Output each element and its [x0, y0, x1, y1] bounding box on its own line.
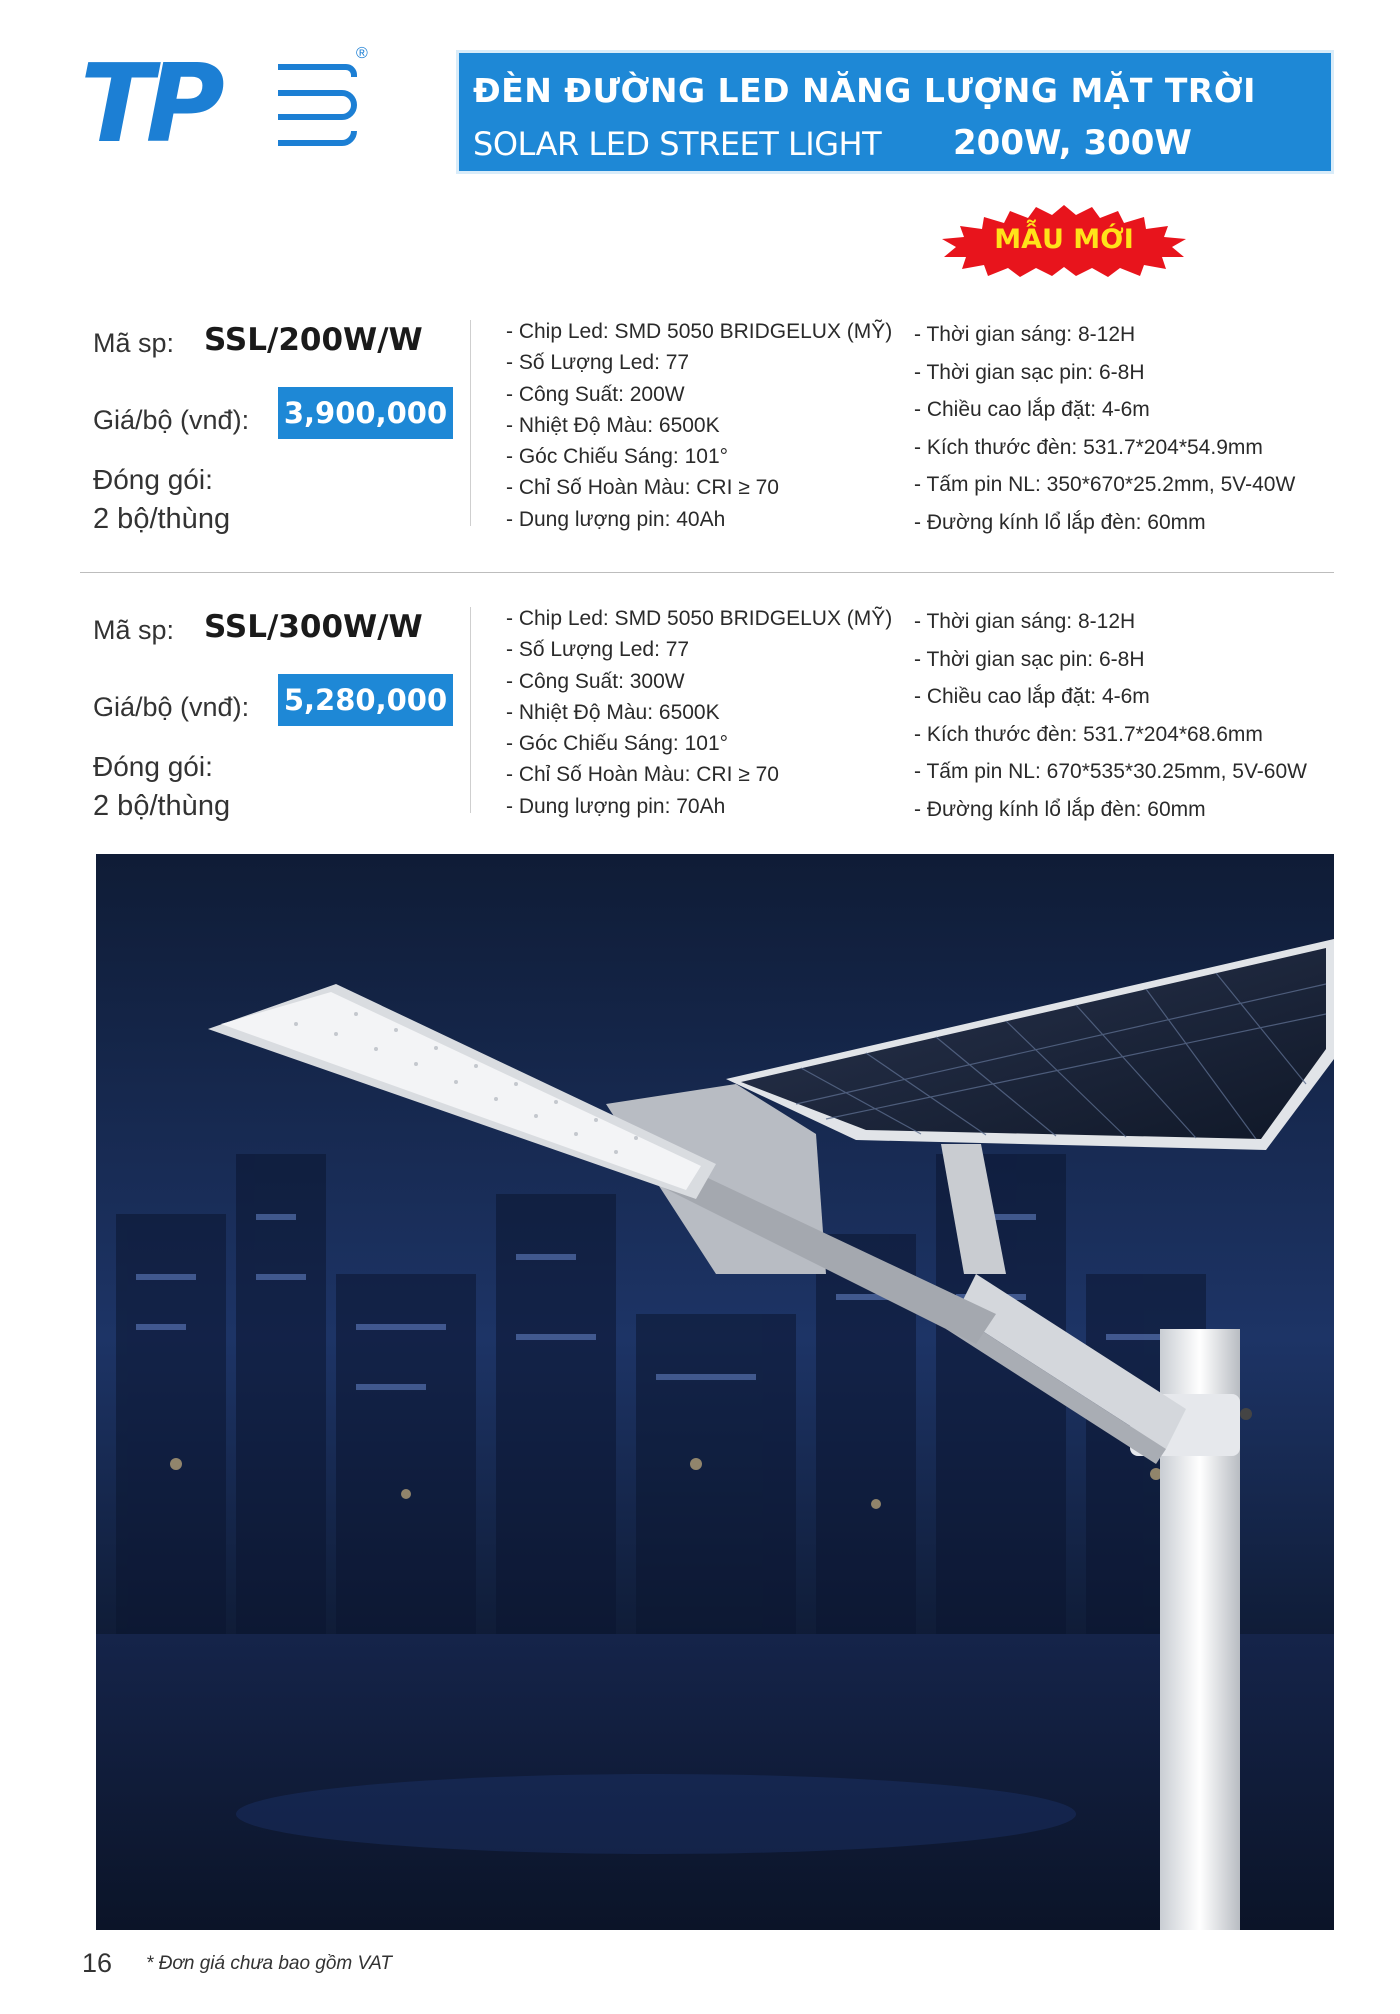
- registered-mark: ®: [356, 45, 368, 62]
- vat-footnote: * Đơn giá chưa bao gồm VAT: [146, 1953, 393, 1974]
- price-value: 5,280,000: [278, 674, 453, 726]
- spec-item: - Kích thước đèn: 531.7*204*68.6mm: [914, 722, 1263, 746]
- spec-item: - Nhiệt Độ Màu: 6500K: [506, 700, 720, 724]
- spec-item: - Chip Led: SMD 5050 BRIDGELUX (MỸ): [506, 320, 893, 343]
- spec-item: - Tấm pin NL: 350*670*25.2mm, 5V-40W: [914, 473, 1296, 496]
- page-number: 16: [82, 1948, 113, 1978]
- spec-item: - Tấm pin NL: 670*535*30.25mm, 5V-60W: [914, 760, 1307, 783]
- spec-item: - Dung lượng pin: 40Ah: [506, 507, 726, 531]
- price-label: Giá/bộ (vnđ):: [93, 405, 250, 435]
- header-banner: [456, 50, 1334, 174]
- spec-item: - Đường kính lổ lắp đèn: 60mm: [914, 797, 1206, 821]
- spec-list-right: [914, 603, 1307, 828]
- packing-label: Đóng gói:: [93, 464, 213, 495]
- column-divider: [470, 320, 471, 526]
- banner-title-vi: ĐÈN ĐƯỜNG LED NĂNG LƯỢNG MẶT TRỜI: [473, 71, 1256, 110]
- spec-item: - Thời gian sạc pin: 6-8H: [914, 647, 1145, 671]
- price-label: Giá/bộ (vnđ):: [93, 692, 250, 722]
- banner-title-en: SOLAR LED STREET LIGHT: [473, 125, 882, 163]
- spec-list-right: [914, 316, 1295, 541]
- product-code-label: Mã sp:: [93, 328, 175, 358]
- spec-list-left: [506, 316, 892, 535]
- column-divider: [470, 607, 471, 813]
- spec-item: - Dung lượng pin: 70Ah: [506, 794, 726, 818]
- spec-item: - Chỉ Số Hoàn Màu: CRI ≥ 70: [506, 476, 779, 500]
- spec-item: - Nhiệt Độ Màu: 6500K: [506, 413, 720, 437]
- product-code: SSL/200W/W: [204, 322, 423, 358]
- spec-item: - Chiều cao lắp đặt: 4-6m: [914, 685, 1150, 708]
- banner-power: 200W, 300W: [953, 123, 1192, 163]
- street-light-illustration: [96, 854, 1334, 1930]
- product-ssl-200w: [0, 310, 1400, 550]
- spec-item: - Thời gian sáng: 8-12H: [914, 610, 1136, 633]
- new-model-badge: [940, 205, 1188, 277]
- spec-item: - Số Lượng Led: 77: [506, 351, 690, 375]
- logo-text: TP: [80, 42, 217, 167]
- logo-lines-icon: [276, 53, 366, 163]
- spec-item: - Chiều cao lắp đặt: 4-6m: [914, 398, 1150, 421]
- spec-item: - Chip Led: SMD 5050 BRIDGELUX (MỸ): [506, 607, 893, 630]
- spec-list-left: [506, 603, 892, 822]
- spec-item: - Công Suất: 200W: [506, 382, 685, 406]
- spec-item: - Thời gian sạc pin: 6-8H: [914, 360, 1145, 384]
- badge-text: MẪU MỚI: [994, 224, 1134, 255]
- spec-item: - Góc Chiếu Sáng: 101°: [506, 732, 729, 756]
- product-code: SSL/300W/W: [204, 609, 423, 645]
- packing-value: 2 bộ/thùng: [93, 503, 231, 535]
- spec-item: - Thời gian sáng: 8-12H: [914, 323, 1136, 346]
- product-photo: [96, 854, 1334, 1930]
- spec-item: - Công Suất: 300W: [506, 669, 685, 693]
- product-ssl-300w: [0, 597, 1400, 837]
- product-code-label: Mã sp:: [93, 615, 175, 645]
- spec-item: - Số Lượng Led: 77: [506, 638, 690, 662]
- brand-logo: [80, 42, 380, 175]
- section-divider: [80, 572, 1334, 573]
- price-value: 3,900,000: [278, 387, 453, 439]
- packing-label: Đóng gói:: [93, 751, 213, 782]
- spec-item: - Đường kính lổ lắp đèn: 60mm: [914, 510, 1206, 534]
- spec-item: - Chỉ Số Hoàn Màu: CRI ≥ 70: [506, 763, 779, 787]
- spec-item: - Kích thước đèn: 531.7*204*54.9mm: [914, 435, 1263, 459]
- spec-item: - Góc Chiếu Sáng: 101°: [506, 445, 729, 469]
- packing-value: 2 bộ/thùng: [93, 790, 231, 822]
